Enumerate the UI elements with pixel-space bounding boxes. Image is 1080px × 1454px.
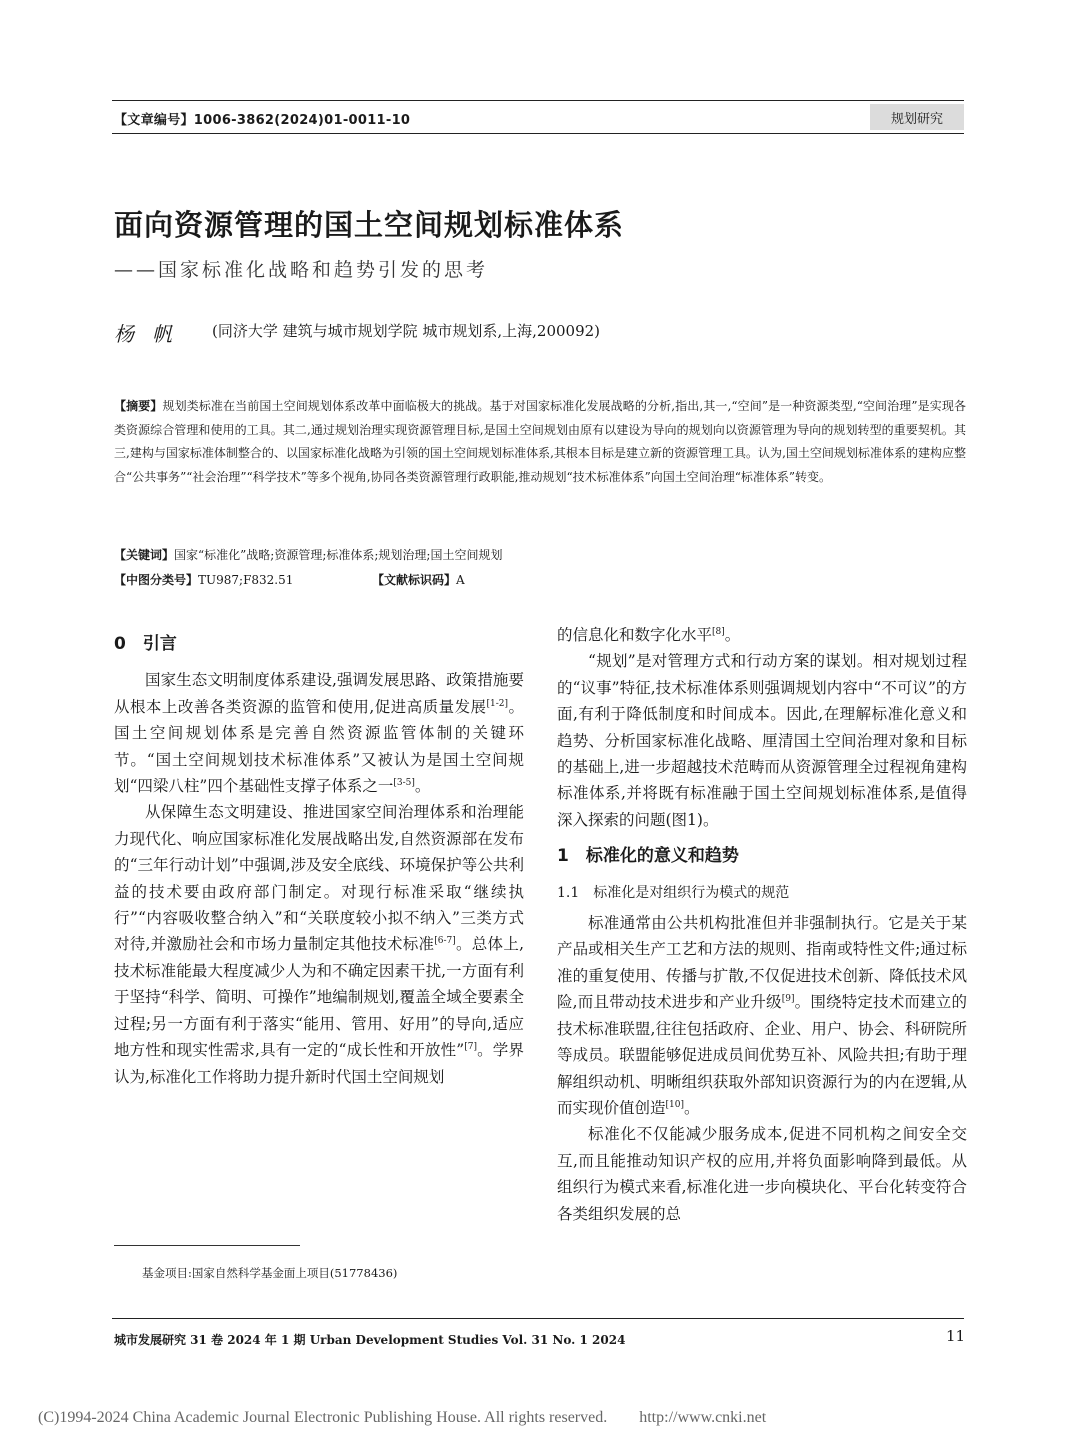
abstract (114, 395, 966, 489)
paragraph: 从保障生态文明建设、推进国家空间治理体系和治理能力现代化、响应国家标准化发展战略出发,自然资源部在发布的“三年行动计划”中强调,涉及安全底线、环境保护等公共利益的技术要由政府部门制定。对现行标准采取“继续执行”“内容吸收整合纳入”和“关联度较小拟不纳入”三类方式对待,并激励社会和市场力量制定其他技术标准[6-7]。总体上,技术标准能最大程度减少人为和不确定因素干扰,一方面有利于坚持“科学、简明、可操作”地编制规划,覆盖全域全要素全过程;另一方面有利于落实“能用、管用、好用”的导向,适应地方性和现实性需求,具有一定的“成长性和开放性”[7]。学界认为,标准化工作将助力提升新时代国土空间规划 (114, 803, 524, 1086)
citation-ref: [9] (781, 994, 795, 1005)
abstract-text: 规划类标准在当前国土空间规划体系改革中面临极大的挑战。基于对国家标准化发展战略的分析,指出,其一,“空间”是一种资源类型,“空间治理”是实现各类资源综合管理和使用的工具。其二,通过规划治理实现资源管理目标,是国土空间规划由原有以建设为导向的规划向以资源管理为导向的规划转型的重要契机。其三,建构与国家标准体制整合的、以国家标准化战略为引领的国土空间规划标准体系,其根本目标是建立新的资源管理工具。认为,国土空间规划标准体系的建构应整合“公共事务”“社会治理”“科学技术”等多个视角,协同各类资源管理行政职能,推动规划“技术标准体系”向国土空间治理“标准体系”转变。 (114, 399, 966, 484)
header-bottom-rule (112, 133, 964, 134)
paragraph: “规划”是对管理方式和行动方案的谋划。相对规划过程的“议事”特征,技术标准体系则强调规划内容中“不可议”的方面,有利于降低制度和时间成本。因此,在理解标准化意义和趋势、分析国家标准化战略、厘清国土空间治理对象和目标的基础上,进一步超越技术范畴而从资源管理全过程视角建构标准体系,并将既有标准融于国土空间规划标准体系,是值得深入探索的问题(图1)。 (557, 652, 967, 829)
section-tag: 规划研究 (870, 104, 964, 130)
citation-ref: [6-7] (434, 936, 456, 947)
keywords-text: 国家“标准化”战略;资源管理;标准体系;规划治理;国土空间规划 (174, 548, 503, 562)
author-affiliation: (同济大学 建筑与城市规划学院 城市规划系,上海,200092) (212, 322, 601, 340)
paragraph: 标准通常由公共机构批准但并非强制执行。它是关于某产品或相关生产工艺和方法的规则、指南或特性文件;通过标准的重复使用、传播与扩散,不仅促进技术创新、降低技术风险,而且带动技术进步和产业升级[9]。围绕特定技术而建立的技术标准联盟,往往包括政府、企业、用户、协会、科研院所等成员。联盟能够促进成员间优势互补、风险共担;有助于理解组织动机、明晰组织获取外部知识资源行为的内在逻辑,从而实现价值创造[10]。 (557, 914, 967, 1117)
classification-label: 【中图分类号】 (114, 573, 199, 587)
subsection-1-1-heading: 1.1 标准化是对组织行为模式的规范 (557, 884, 790, 901)
right-column (557, 622, 967, 1227)
footnote-rule (114, 1245, 300, 1246)
paragraph: 标准化不仅能减少服务成本,促进不同机构之间安全交互,而且能推动知识产权的应用,并将负面影响降到最低。从组织行为模式来看,标准化进一步向模块化、平台化转变符合各类组织发展的总 (557, 1125, 967, 1223)
section-0-heading: 0 引言 (114, 634, 177, 654)
citation-ref: [7] (464, 1041, 477, 1052)
paragraph: 国家生态文明制度体系建设,强调发展思路、政策措施要从根本上改善各类资源的监管和使用,促进高质量发展[1-2]。国土空间规划体系是完善自然资源监管体制的关键环节。“国土空间规划技术标准体系”又被认为是国土空间规划“四梁八柱”四个基础性支撑子体系之一[3-5]。 (114, 671, 524, 796)
copyright-line: (C)1994-2024 China Academic Journal Electronic Publishing House. All rights reserved. http://www.cnki.net (38, 1409, 767, 1426)
paper-title: 面向资源管理的国土空间规划标准体系 (114, 208, 625, 242)
article-number: 【文章编号】1006-3862(2024)01-0011-10 (114, 113, 411, 128)
footer-rule (112, 1318, 964, 1319)
paragraph: 的信息化和数字化水平[8]。 (557, 626, 741, 644)
document-id-label: 【文献标识码】 (372, 573, 457, 587)
author-name: 杨帆 (114, 322, 190, 346)
abstract-label: 【摘要】 (114, 399, 163, 413)
classification (114, 571, 293, 588)
citation-ref: [1-2] (486, 698, 509, 709)
document-id-text: A (456, 573, 465, 587)
keywords (114, 546, 502, 563)
header-top-rule (112, 100, 964, 101)
classification-text: TU987;F832.51 (198, 573, 294, 587)
document-id (372, 571, 465, 588)
section-1-heading: 1 标准化的意义和趋势 (557, 846, 739, 867)
page-number: 11 (946, 1327, 966, 1345)
keywords-label: 【关键词】 (114, 548, 175, 562)
citation-ref: [8] (712, 626, 725, 637)
citation-ref: [3-5] (393, 777, 415, 788)
paper-subtitle: ——国家标准化战略和趋势引发的思考 (114, 259, 489, 281)
citation-ref: [10] (665, 1099, 684, 1110)
journal-info: 城市发展研究 31 卷 2024 年 1 期 Urban Development Studies Vol. 31 No. 1 2024 (114, 1333, 626, 1347)
left-column (114, 631, 524, 1090)
funding-footnote: 基金项目:国家自然科学基金面上项目(51778436) (142, 1266, 398, 1280)
